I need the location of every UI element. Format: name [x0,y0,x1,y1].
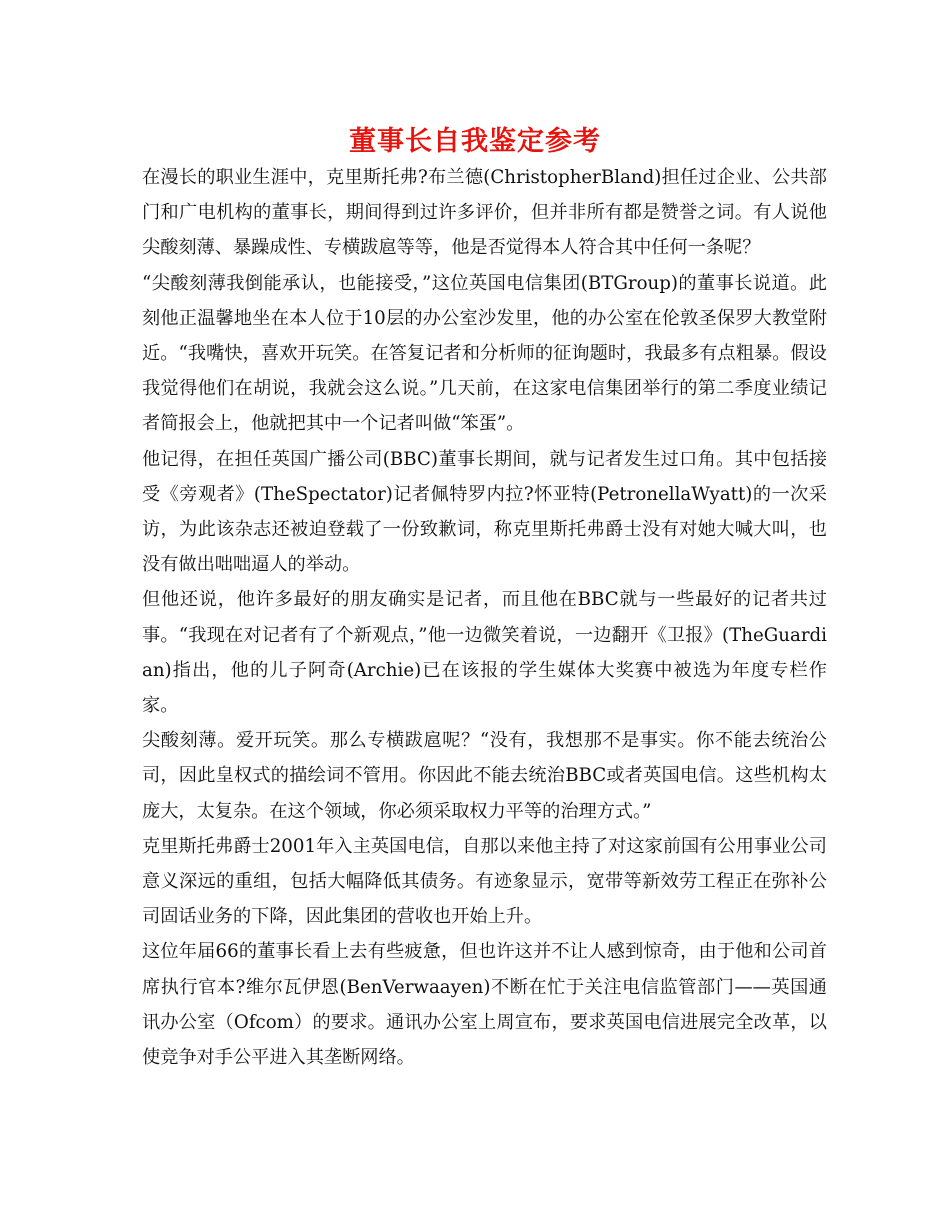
paragraph: 在漫长的职业生涯中，克里斯托弗?布兰德(ChristopherBland)担任过企业、公共部门和广电机构的董事长，期间得到过许多评价，但并非所有都是赞誉之词。有人说他尖酸刻薄、暴躁成性、专横跋扈等等，他是否觉得本人符合其中任何一条呢？ [142,167,827,259]
document-title: 董事长自我鉴定参考 [349,126,601,157]
paragraph: 他记得，在担任英国广播公司(BBC)董事长期间，就与记者发生过口角。其中包括接受《旁观者》(TheSpectator)记者佩特罗内拉?怀亚特(PetronellaWyatt)的一次采访，为此该杂志还被迫登载了一份致歉词，称克里斯托弗爵士没有对她大喊大叫，也没有做出咄咄逼人的举动。 [142,448,827,576]
paragraph: 这位年届66的董事长看上去有些疲惫，但也许这并不让人感到惊奇，由于他和公司首席执行官本?维尔瓦伊恩(BenVerwaayen)不断在忙于关注电信监管部门——英国通讯办公室（Ofcom）的要求。通讯办公室上周宣布，要求英国电信进展完全改革，以使竞争对手公平进入其垄断网络。 [142,941,827,1069]
paragraph: 克里斯托弗爵士2001年入主英国电信，自那以来他主持了对这家前国有公用事业公司意义深远的重组，包括大幅降低其债务。有迹象显示，宽带等新效劳工程正在弥补公司固话业务的下降，因此集团的营收也开始上升。 [142,835,827,928]
document-body [142,160,827,1075]
paragraph: 尖酸刻薄。爱开玩笑。那么专横跋扈呢？“没有，我想那不是事实。你不能去统治公司，因此皇权式的描绘词不管用。你因此不能去统治BBC或者英国电信。这些机构太庞大，太复杂。在这个领域，你必须采取权力平等的治理方式。” [142,730,827,822]
paragraph: 但他还说，他许多最好的朋友确实是记者，而且他在BBC就与一些最好的记者共过事。“我现在对记者有了个新观点，”他一边微笑着说，一边翻开《卫报》(TheGuardian)指出，他的儿子阿奇(Archie)已在该报的学生媒体大奖赛中被选为年度专栏作家。 [142,589,827,717]
paragraph: “尖酸刻薄我倒能承认，也能接受，”这位英国电信集团(BTGroup)的董事长说道。此刻他正温馨地坐在本人位于10层的办公室沙发里，他的办公室在伦敦圣保罗大教堂附近。“我嘴快，喜欢开玩笑。在答复记者和分析师的征询题时，我最多有点粗暴。假设我觉得他们在胡说，我就会这么说。”几天前，在这家电信集团举行的第二季度业绩记者简报会上，他就把其中一个记者叫做“笨蛋”。 [142,272,827,435]
